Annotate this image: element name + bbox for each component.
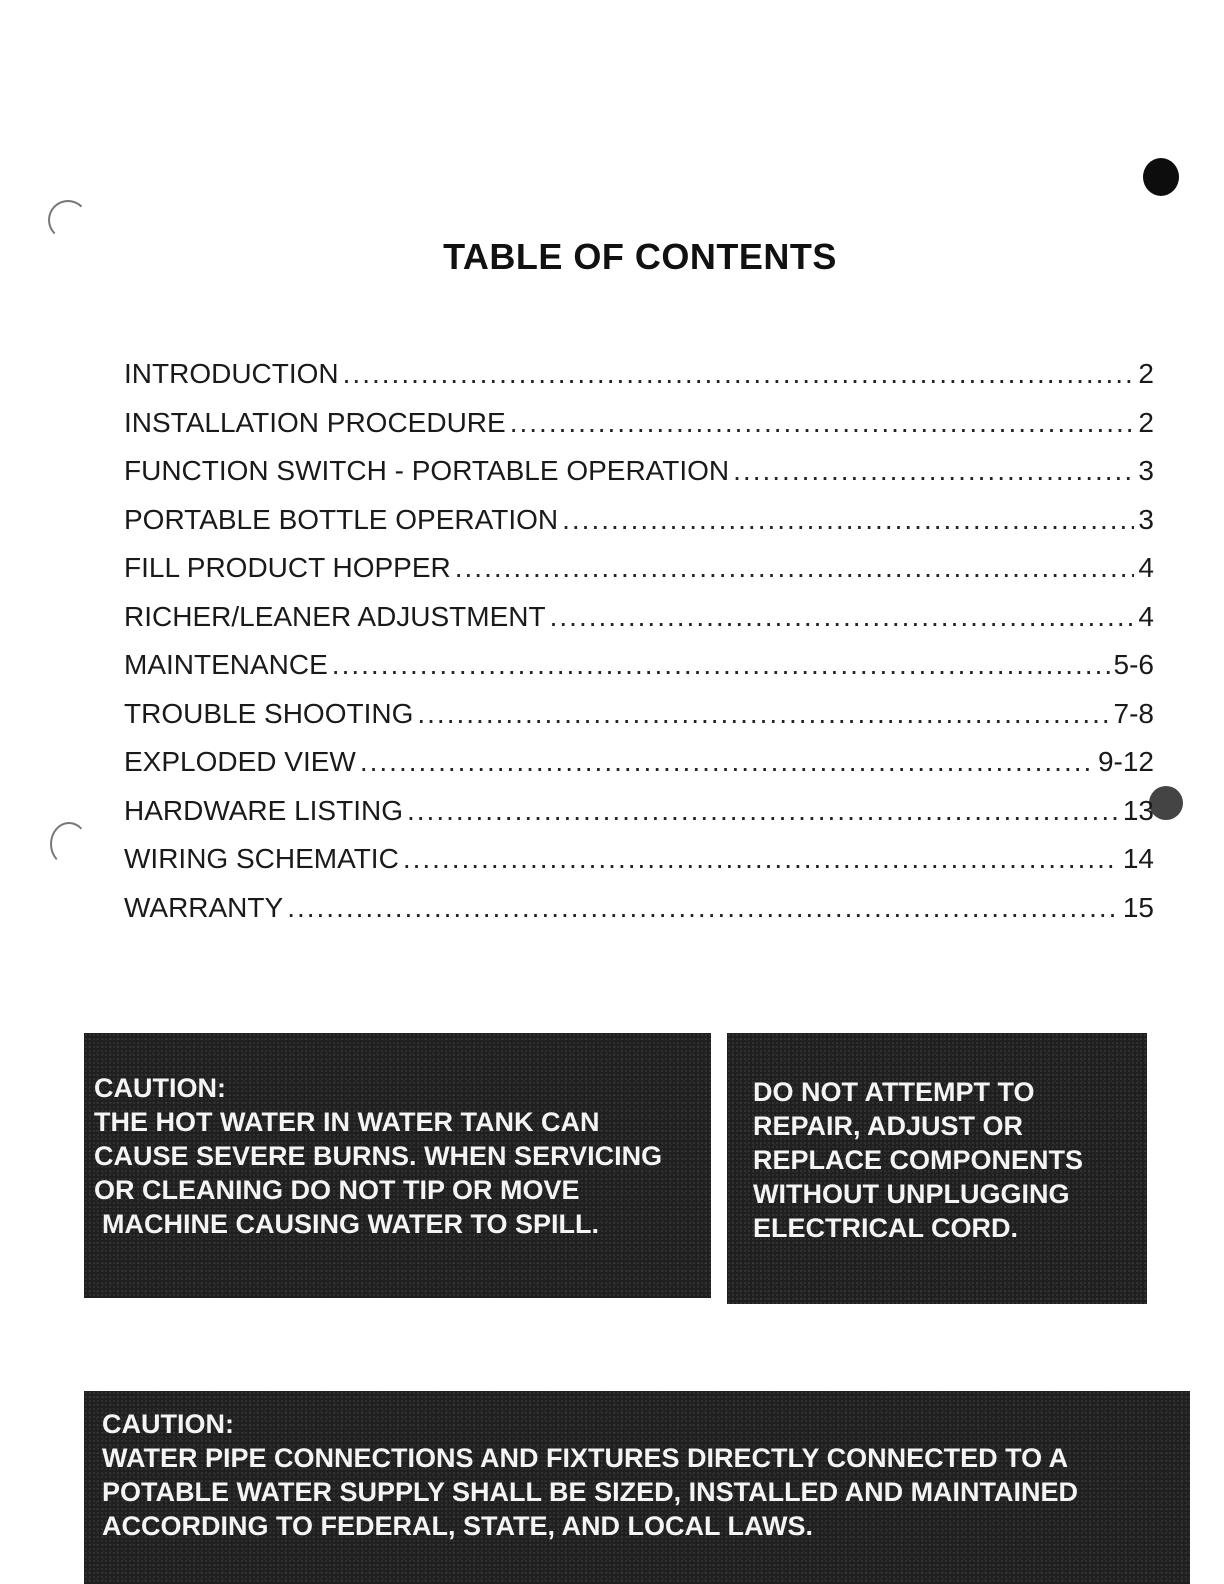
dot-leader — [455, 552, 1135, 584]
binder-hole-outline — [50, 822, 88, 866]
dot-leader — [417, 698, 1109, 730]
toc-entry-page: 2 — [1138, 406, 1154, 438]
caution-text-line: ACCORDING TO FEDERAL, STATE, AND LOCAL LAWS. — [102, 1511, 813, 1541]
caution-box-water-pipe — [84, 1391, 1190, 1584]
dot-leader — [510, 407, 1135, 439]
warning-text-line: WITHOUT UNPLUGGING — [753, 1179, 1070, 1209]
caution-text-line: POTABLE WATER SUPPLY SHALL BE SIZED, INSTALLED AND MAINTAINED — [102, 1477, 1079, 1507]
toc-entry — [124, 552, 1154, 601]
caution-text-line: CAUSE SEVERE BURNS. WHEN SERVICING — [94, 1141, 663, 1171]
toc-entry-page: 15 — [1122, 891, 1154, 923]
toc-entry-page: 4 — [1138, 600, 1154, 632]
warning-text-line: REPAIR, ADJUST OR — [753, 1111, 1024, 1141]
toc-entry-title: TROUBLE SHOOTING — [124, 697, 414, 729]
toc-entry — [124, 698, 1154, 747]
toc-entry-page: 9-12 — [1097, 746, 1154, 777]
dot-leader — [550, 601, 1135, 633]
toc-entry-title: RICHER/LEANER ADJUSTMENT — [124, 600, 546, 632]
toc-entry-title: MAINTENANCE — [124, 649, 328, 680]
toc-entry-title: HARDWARE LISTING — [124, 794, 403, 826]
warning-text-line: REPLACE COMPONENTS — [753, 1145, 1084, 1175]
toc-entry-page: 7-8 — [1113, 697, 1154, 729]
page-title: TABLE OF CONTENTS — [443, 236, 837, 278]
dot-leader — [343, 358, 1135, 390]
caution-text-line: THE HOT WATER IN WATER TANK CAN — [94, 1107, 600, 1137]
toc-entry — [124, 892, 1154, 941]
warning-text-line: ELECTRICAL CORD. — [753, 1213, 1019, 1243]
toc-entry-title: WIRING SCHEMATIC — [124, 843, 399, 874]
toc-entry-page: 14 — [1122, 843, 1154, 874]
dot-leader — [733, 455, 1134, 487]
dot-leader — [287, 892, 1119, 924]
toc-entry — [124, 455, 1154, 504]
dot-leader — [403, 843, 1119, 875]
toc-entry-title: FILL PRODUCT HOPPER — [124, 552, 451, 583]
toc-entry — [124, 407, 1154, 456]
binder-hole-mark — [1149, 786, 1183, 820]
toc-entry — [124, 746, 1154, 795]
caution-box-hot-water — [84, 1033, 711, 1298]
toc-entry-page: 3 — [1138, 455, 1154, 486]
caution-heading: CAUTION: — [94, 1073, 226, 1103]
binder-hole-mark — [1143, 158, 1179, 196]
warning-box-unplug — [727, 1033, 1147, 1304]
toc-entry — [124, 649, 1154, 698]
toc-entry-title: EXPLODED VIEW — [124, 746, 356, 777]
toc-entry-page: 4 — [1138, 552, 1154, 583]
toc-entry-title: INSTALLATION PROCEDURE — [124, 406, 506, 438]
toc-entry-title: PORTABLE BOTTLE OPERATION — [124, 503, 559, 535]
toc-entry-page: 3 — [1138, 503, 1154, 535]
toc-entry — [124, 504, 1154, 553]
toc-entry — [124, 358, 1154, 407]
toc-entry-title: FUNCTION SWITCH - PORTABLE OPERATION — [124, 455, 730, 486]
toc-entry-title: WARRANTY — [124, 891, 284, 923]
toc-entry — [124, 843, 1154, 892]
caution-text-line: OR CLEANING DO NOT TIP OR MOVE — [94, 1175, 580, 1205]
binder-hole-outline — [48, 200, 88, 240]
toc-entry-page: 13 — [1122, 794, 1154, 826]
toc-entry-page: 5-6 — [1113, 649, 1154, 680]
caution-text-line: MACHINE CAUSING WATER TO SPILL. — [102, 1209, 600, 1239]
toc-entry — [124, 601, 1154, 650]
warning-text-line: DO NOT ATTEMPT TO — [753, 1077, 1035, 1107]
toc-entry — [124, 795, 1154, 844]
dot-leader — [332, 649, 1110, 681]
dot-leader — [562, 504, 1134, 536]
caution-heading: CAUTION: — [102, 1409, 234, 1439]
dot-leader — [407, 795, 1119, 827]
toc-entry-page: 2 — [1138, 358, 1154, 389]
table-of-contents — [124, 358, 1154, 940]
dot-leader — [360, 746, 1094, 778]
caution-text-line: WATER PIPE CONNECTIONS AND FIXTURES DIRECTLY CONNECTED TO A — [102, 1443, 1069, 1473]
toc-entry-title: INTRODUCTION — [124, 358, 339, 389]
